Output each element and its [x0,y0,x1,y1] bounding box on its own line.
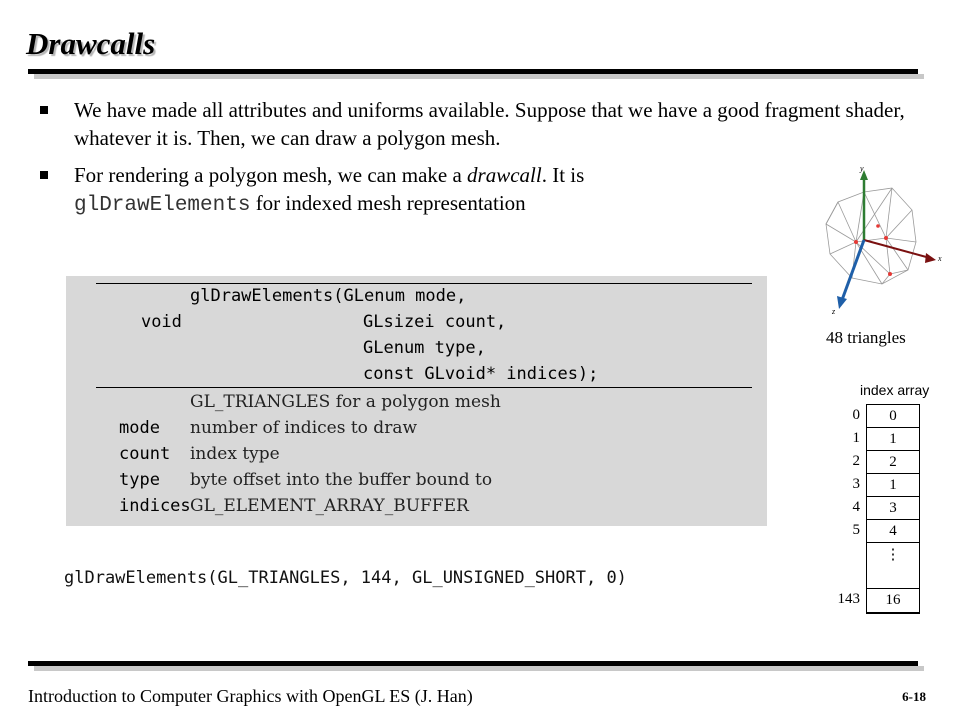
index-array-figure [836,382,946,622]
signature-text: const GLvoid* indices); [363,364,599,384]
index-label: 5 [852,522,860,538]
index-array-table [866,404,920,614]
bullet-text: For rendering a polygon mesh, we can make a [74,163,468,187]
index-label: 3 [852,476,860,492]
api-signature-box [66,276,767,526]
title-rule-shadow [34,74,924,79]
x-axis-arrow [864,240,930,258]
signature-line [100,361,599,387]
footer-text: Introduction to Computer Graphics with OpenGL ES (J. Han) [28,686,473,706]
signature-text: GLenum type, [363,338,486,358]
mesh-wireframe [826,188,916,284]
figure-caption: 48 triangles [826,328,906,347]
bullet-list [40,96,940,229]
index-label-gap [836,542,860,588]
bullet-text: for indexed mesh representation [250,191,526,215]
bullet-marker [40,106,48,114]
param-desc: index type [190,444,280,464]
index-label: 2 [852,453,860,469]
index-cell: 16 [885,592,901,608]
index-cell: 1 [867,428,919,451]
index-cell: 1 [867,474,919,497]
index-label: 0 [852,407,860,423]
index-cell: 0 [867,405,919,428]
bullet-text: We have made all attributes and uniforms available. Suppose that we have a good fragment shader, whatever it is. Then, we can draw a polygon mesh. [74,98,905,150]
axis-label-y: y [860,164,864,173]
bullet-item [40,96,940,152]
emphasis-term: drawcall [467,163,542,187]
page-number: 6-18 [902,689,926,704]
footer-rule-shadow [34,666,924,671]
index-ellipsis: ⋮ [867,543,919,589]
index-array-title: index array [860,382,930,398]
footer-rule [28,661,918,666]
table-rule-mid [96,387,752,388]
param-row [100,441,280,490]
index-label: 143 [837,591,860,607]
param-name: type [119,470,160,490]
title-rule [28,69,918,74]
signature-text: GLsizei count, [363,312,507,332]
param-desc: number of indices to draw [190,418,418,438]
z-axis-arrow [842,240,864,300]
axis-label-z: z [832,307,836,316]
bullet-text: . It is [541,163,585,187]
index-labels [836,404,860,611]
axis-label-x: x [938,254,942,263]
param-name: indices [119,496,191,516]
param-name: mode [119,418,160,438]
param-desc: GL_ELEMENT_ARRAY_BUFFER [190,496,469,516]
index-cell: 4 [867,520,919,543]
param-desc: GL_TRIANGLES for a polygon mesh [190,392,501,412]
param-desc: byte offset into the buffer bound to [190,470,493,490]
example-call: glDrawElements(GL_TRIANGLES, 144, GL_UNSIGNED_SHORT, 0) [64,568,627,588]
index-cell: 2 [867,451,919,474]
index-label: 4 [852,499,860,515]
bullet-marker [40,171,48,179]
bullet-item [40,161,774,220]
index-cell: 3 [867,497,919,520]
index-label: 1 [852,430,860,446]
return-type: void [140,312,182,332]
sphere-mesh-figure [812,162,952,320]
param-name: count [119,444,171,464]
inline-code: glDrawElements [74,194,251,217]
signature-text: glDrawElements(GLenum mode, [190,286,467,306]
slide-title: Drawcalls [26,26,156,61]
signature-line [100,335,486,361]
